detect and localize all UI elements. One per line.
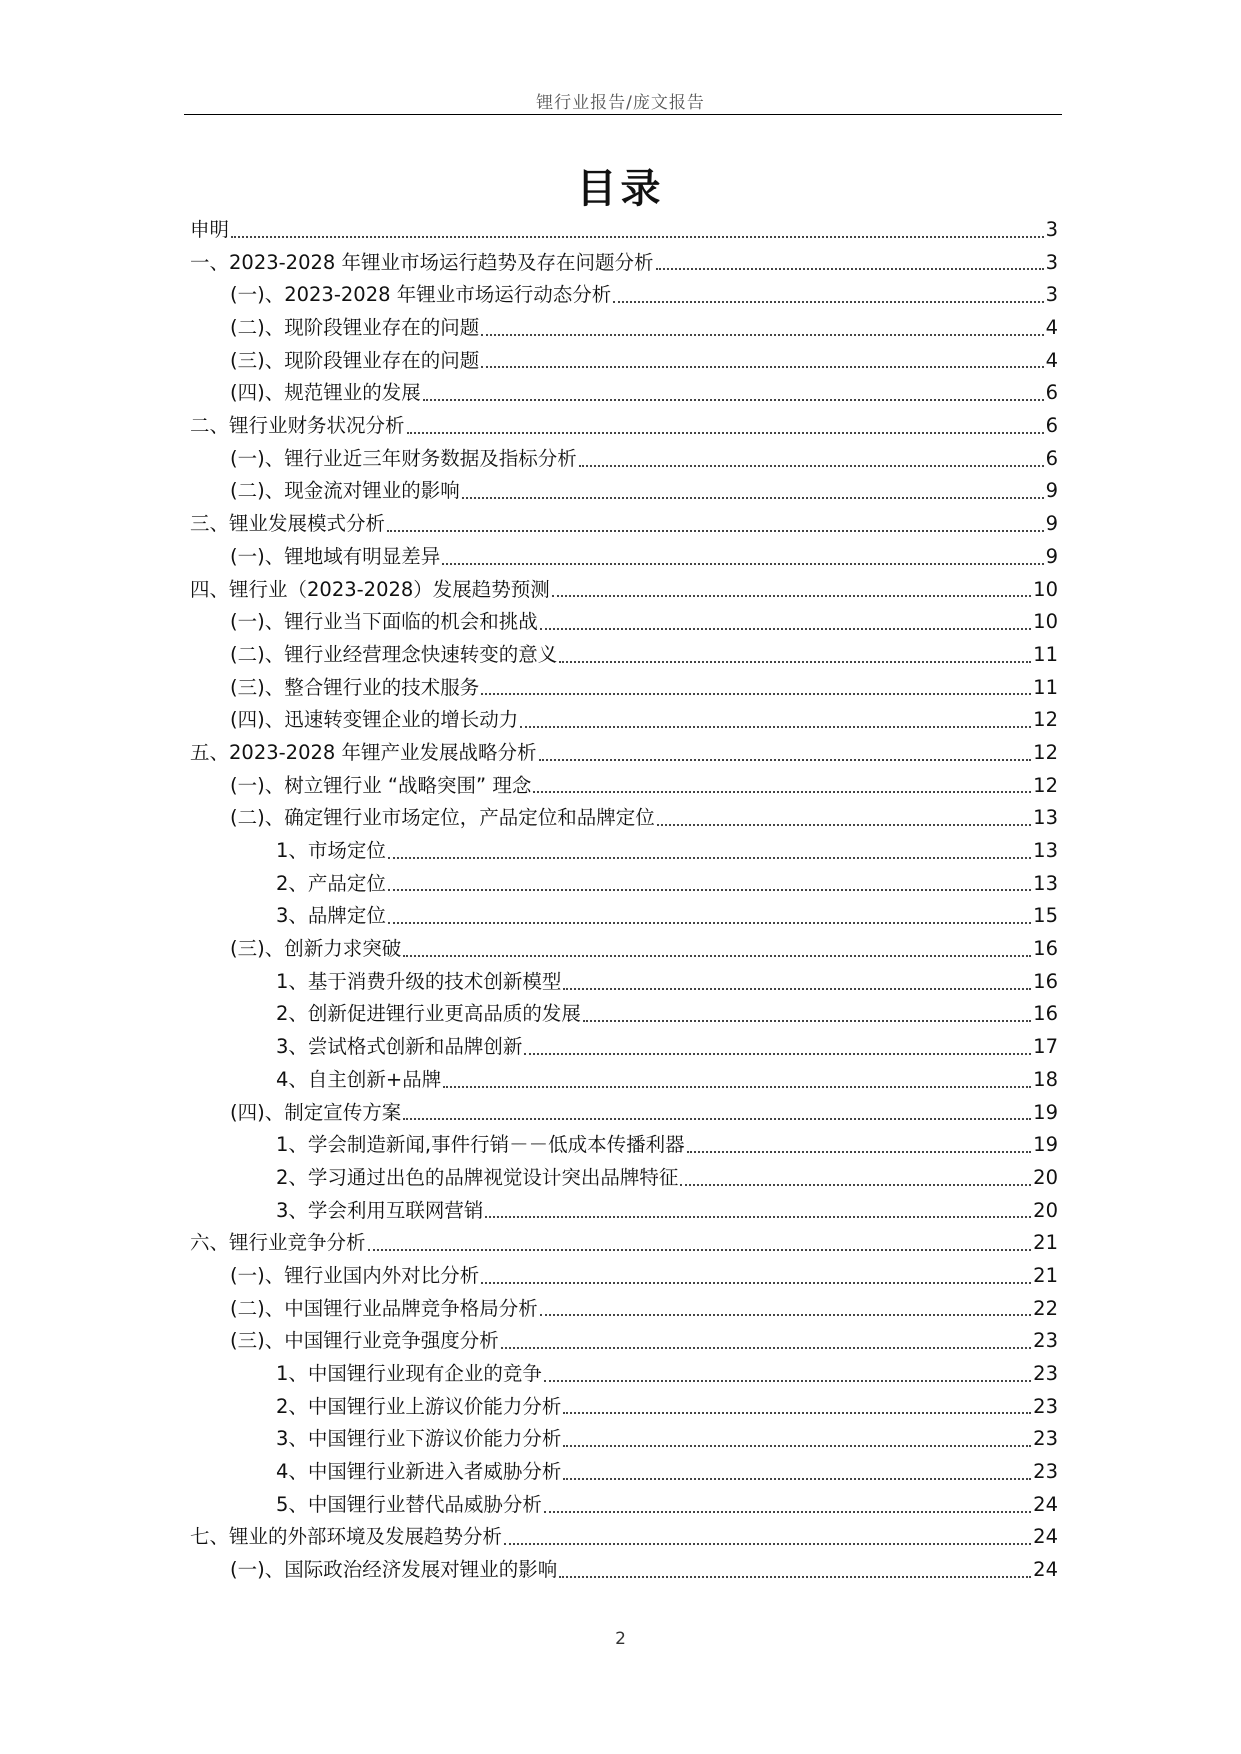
toc-entry-label: 3、中国锂行业下游议价能力分析 (276, 1427, 562, 1451)
toc-entry-page: 3 (1045, 250, 1058, 274)
toc-dot-leader (442, 563, 1043, 565)
toc-dot-leader (403, 1118, 1031, 1120)
toc-dot-leader (231, 236, 1044, 238)
toc-dot-leader (559, 661, 1031, 663)
toc-entry[interactable] (190, 639, 1058, 672)
toc-entry[interactable] (190, 704, 1058, 737)
toc-dot-leader (687, 1151, 1032, 1153)
toc-entry[interactable] (190, 835, 1058, 868)
toc-entry-page: 12 (1033, 708, 1058, 732)
toc-entry-label: (三)、整合锂行业的技术服务 (230, 675, 480, 699)
toc-entry[interactable] (190, 1358, 1058, 1391)
toc-dot-leader (563, 988, 1031, 990)
toc-entry[interactable] (190, 770, 1058, 803)
toc-dot-leader (481, 366, 1043, 368)
toc-entry-page: 22 (1033, 1296, 1058, 1320)
toc-dot-leader (533, 791, 1031, 793)
running-header: 锂行业报告/庞文报告 (536, 93, 705, 113)
toc-entry-label: 四、锂行业（2023-2028）发展趋势预测 (190, 577, 550, 601)
toc-entry-page: 16 (1033, 937, 1058, 961)
toc-entry[interactable] (190, 214, 1058, 247)
page-number: 2 (615, 1629, 626, 1649)
toc-entry-page: 6 (1045, 414, 1058, 438)
toc-entry-page: 15 (1033, 904, 1058, 928)
toc-entry-page: 3 (1045, 283, 1058, 307)
toc-entry-page: 10 (1033, 610, 1058, 634)
toc-entry-label: (三)、创新力求突破 (230, 937, 402, 961)
toc-entry-page: 21 (1033, 1231, 1058, 1255)
toc-entry-page: 13 (1033, 839, 1058, 863)
toc-entry[interactable] (190, 1064, 1058, 1097)
toc-entry[interactable] (190, 737, 1058, 770)
toc-entry-page: 9 (1045, 544, 1058, 568)
toc-entry-label: 申明 (190, 217, 230, 241)
toc-entry[interactable] (190, 345, 1058, 378)
toc-dot-leader (559, 1576, 1031, 1578)
toc-dot-leader (501, 1347, 1031, 1349)
toc-entry-label: (三)、中国锂行业竞争强度分析 (230, 1329, 499, 1353)
toc-entry-label: (二)、锂行业经营理念快速转变的意义 (230, 642, 558, 666)
toc-entry-label: 一、2023-2028 年锂业市场运行趋势及存在问题分析 (190, 250, 654, 274)
toc-entry[interactable] (190, 900, 1058, 933)
toc-entry-page: 3 (1045, 217, 1058, 241)
toc-entry-page: 19 (1033, 1133, 1058, 1157)
toc-entry-page: 23 (1033, 1362, 1058, 1386)
toc-dot-leader (544, 1511, 1031, 1513)
toc-entry[interactable] (190, 802, 1058, 835)
toc-entry-page: 13 (1033, 806, 1058, 830)
toc-dot-leader (388, 889, 1031, 891)
toc-entry[interactable] (190, 1489, 1058, 1522)
toc-entry-page: 17 (1033, 1035, 1058, 1059)
toc-entry-label: 七、锂业的外部环境及发展趋势分析 (190, 1525, 503, 1549)
table-of-contents (190, 214, 1058, 1587)
toc-dot-leader (403, 955, 1031, 957)
toc-dot-leader (388, 922, 1031, 924)
toc-entry-label: (二)、现阶段锂业存在的问题 (230, 316, 480, 340)
toc-entry-page: 21 (1033, 1263, 1058, 1287)
toc-entry-page: 23 (1033, 1394, 1058, 1418)
toc-dot-leader (387, 530, 1044, 532)
toc-entry-label: 2、产品定位 (276, 871, 386, 895)
toc-entry-page: 19 (1033, 1100, 1058, 1124)
toc-entry-page: 12 (1033, 773, 1058, 797)
toc-dot-leader (656, 268, 1044, 270)
toc-entry-label: (一)、锂行业近三年财务数据及指标分析 (230, 446, 577, 470)
toc-entry-label: 3、学会利用互联网营销 (276, 1198, 484, 1222)
toc-entry-page: 11 (1033, 642, 1058, 666)
toc-entry-page: 18 (1033, 1067, 1058, 1091)
toc-dot-leader (407, 432, 1044, 434)
toc-entry[interactable] (190, 574, 1058, 607)
toc-entry[interactable] (190, 247, 1058, 280)
toc-entry[interactable] (190, 933, 1058, 966)
toc-entry-label: (一)、锂行业当下面临的机会和挑战 (230, 610, 538, 634)
toc-dot-leader (563, 1412, 1031, 1414)
toc-entry-page: 4 (1045, 316, 1058, 340)
toc-entry[interactable] (190, 606, 1058, 639)
toc-entry-label: 2、学习通过出色的品牌视觉设计突出品牌特征 (276, 1165, 679, 1189)
toc-entry-page: 9 (1045, 512, 1058, 536)
toc-entry[interactable] (190, 1260, 1058, 1293)
toc-dot-leader (540, 1314, 1031, 1316)
toc-entry-label: 1、基于消费升级的技术创新模型 (276, 969, 562, 993)
toc-entry-page: 23 (1033, 1427, 1058, 1451)
toc-entry-page: 24 (1033, 1525, 1058, 1549)
toc-dot-leader (443, 1086, 1031, 1088)
toc-entry-page: 6 (1045, 381, 1058, 405)
toc-entry[interactable] (190, 541, 1058, 574)
toc-entry-page: 6 (1045, 446, 1058, 470)
page-title: 目录 (576, 166, 665, 212)
toc-dot-leader (552, 595, 1031, 597)
toc-dot-leader (579, 465, 1044, 467)
toc-dot-leader (423, 399, 1044, 401)
toc-entry[interactable] (190, 1195, 1058, 1228)
toc-entry[interactable] (190, 1129, 1058, 1162)
toc-entry-label: (一)、锂行业国内外对比分析 (230, 1263, 480, 1287)
toc-entry[interactable] (190, 377, 1058, 410)
toc-entry[interactable] (190, 1227, 1058, 1260)
toc-entry-label: (一)、锂地域有明显差异 (230, 544, 441, 568)
toc-entry-label: (四)、规范锂业的发展 (230, 381, 421, 405)
toc-entry-page: 11 (1033, 675, 1058, 699)
toc-entry[interactable] (190, 1031, 1058, 1064)
toc-dot-leader (657, 824, 1031, 826)
toc-entry-label: (二)、中国锂行业品牌竞争格局分析 (230, 1296, 538, 1320)
toc-entry-label: 3、尝试格式创新和品牌创新 (276, 1035, 523, 1059)
toc-entry-page: 20 (1033, 1165, 1058, 1189)
toc-entry[interactable] (190, 1456, 1058, 1489)
toc-dot-leader (680, 1184, 1031, 1186)
toc-entry-label: (一)、树立锂行业 “战略突围” 理念 (230, 773, 532, 797)
toc-dot-leader (481, 1282, 1031, 1284)
toc-entry-label: 三、锂业发展模式分析 (190, 512, 386, 536)
toc-entry-page: 10 (1033, 577, 1058, 601)
toc-entry-page: 4 (1045, 348, 1058, 372)
toc-entry-page: 13 (1033, 871, 1058, 895)
toc-entry-page: 24 (1033, 1492, 1058, 1516)
toc-entry-label: 1、市场定位 (276, 839, 386, 863)
toc-entry-label: 2、创新促进锂行业更高品质的发展 (276, 1002, 581, 1026)
toc-entry-page: 20 (1033, 1198, 1058, 1222)
toc-entry[interactable] (190, 1423, 1058, 1456)
toc-entry-label: (二)、现金流对锂业的影响 (230, 479, 460, 503)
toc-dot-leader (481, 334, 1043, 336)
toc-dot-leader (481, 693, 1031, 695)
toc-entry[interactable] (190, 1162, 1058, 1195)
toc-dot-leader (583, 1020, 1031, 1022)
toc-entry-label: 六、锂行业竞争分析 (190, 1231, 366, 1255)
toc-entry[interactable] (190, 508, 1058, 541)
toc-entry-page: 24 (1033, 1558, 1058, 1582)
toc-entry-page: 12 (1033, 740, 1058, 764)
toc-entry-label: 4、中国锂行业新进入者威胁分析 (276, 1460, 562, 1484)
toc-entry-label: 二、锂行业财务状况分析 (190, 414, 405, 438)
toc-dot-leader (539, 759, 1032, 761)
toc-dot-leader (462, 497, 1044, 499)
toc-dot-leader (563, 1478, 1031, 1480)
toc-entry[interactable] (190, 966, 1058, 999)
toc-entry[interactable] (190, 1391, 1058, 1424)
toc-entry[interactable] (190, 1554, 1058, 1587)
toc-entry[interactable] (190, 1325, 1058, 1358)
toc-entry[interactable] (190, 672, 1058, 705)
toc-entry-page: 16 (1033, 1002, 1058, 1026)
toc-entry[interactable] (190, 443, 1058, 476)
toc-entry-label: (四)、制定宣传方案 (230, 1100, 402, 1124)
toc-entry[interactable] (190, 1097, 1058, 1130)
toc-entry-label: 2、中国锂行业上游议价能力分析 (276, 1394, 562, 1418)
toc-entry-page: 9 (1045, 479, 1058, 503)
toc-entry[interactable] (190, 410, 1058, 443)
toc-dot-leader (368, 1249, 1032, 1251)
toc-entry-label: (一)、2023-2028 年锂业市场运行动态分析 (230, 283, 612, 307)
toc-entry-page: 23 (1033, 1460, 1058, 1484)
toc-entry[interactable] (190, 1293, 1058, 1326)
toc-entry-label: 3、品牌定位 (276, 904, 386, 928)
toc-entry-label: (四)、迅速转变锂企业的增长动力 (230, 708, 519, 732)
toc-dot-leader (485, 1216, 1031, 1218)
toc-entry-label: (一)、国际政治经济发展对锂业的影响 (230, 1558, 558, 1582)
toc-entry[interactable] (190, 999, 1058, 1032)
toc-entry[interactable] (190, 1522, 1058, 1555)
toc-dot-leader (544, 1380, 1031, 1382)
toc-entry-page: 23 (1033, 1329, 1058, 1353)
toc-entry-page: 16 (1033, 969, 1058, 993)
toc-entry[interactable] (190, 868, 1058, 901)
toc-dot-leader (520, 726, 1031, 728)
toc-dot-leader (388, 857, 1031, 859)
toc-dot-leader (613, 301, 1043, 303)
toc-entry-label: 五、2023-2028 年锂产业发展战略分析 (190, 740, 537, 764)
toc-dot-leader (540, 628, 1031, 630)
toc-entry[interactable] (190, 476, 1058, 509)
toc-dot-leader (563, 1445, 1031, 1447)
header-rule (184, 114, 1062, 115)
toc-dot-leader (524, 1053, 1031, 1055)
toc-entry-label: 1、中国锂行业现有企业的竞争 (276, 1362, 542, 1386)
toc-entry-label: (三)、现阶段锂业存在的问题 (230, 348, 480, 372)
toc-entry-label: 4、自主创新+品牌 (276, 1067, 442, 1091)
toc-entry[interactable] (190, 312, 1058, 345)
toc-entry[interactable] (190, 279, 1058, 312)
toc-dot-leader (504, 1543, 1031, 1545)
toc-entry-label: (二)、确定锂行业市场定位，产品定位和品牌定位 (230, 806, 655, 830)
toc-entry-label: 1、学会制造新闻,事件行销－－低成本传播利器 (276, 1133, 685, 1157)
toc-entry-label: 5、中国锂行业替代品威胁分析 (276, 1492, 542, 1516)
